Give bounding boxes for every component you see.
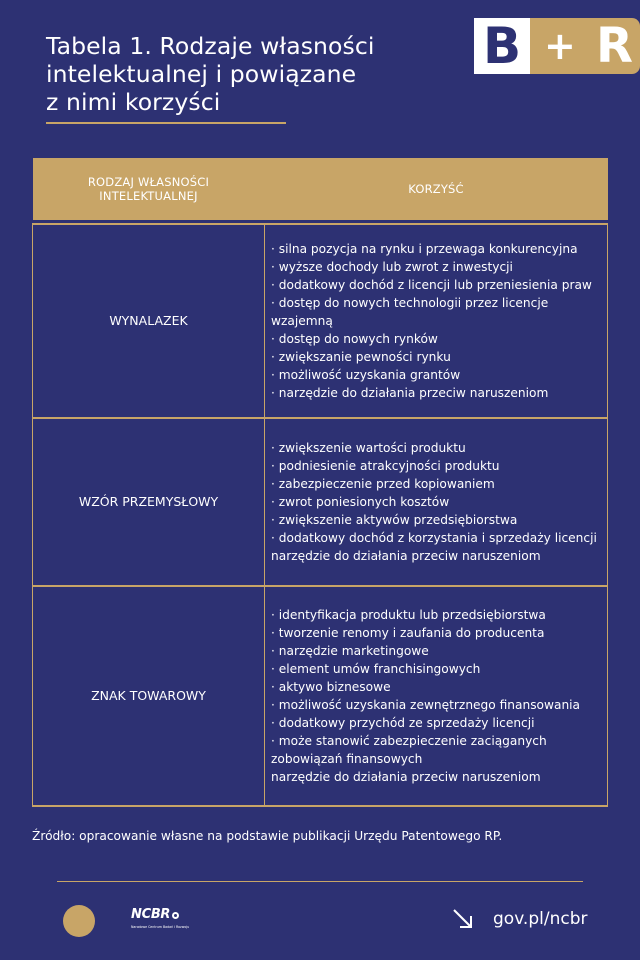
table-row: [33, 586, 608, 806]
benefit-item: · wyższe dochody lub zwrot z inwestycji: [271, 260, 513, 274]
benefit-item: · dostęp do nowych technologii przez licencje wzajemną: [271, 296, 549, 328]
footer-divider: [57, 881, 583, 882]
column-header-benefit: KORZYŚĆ: [265, 158, 608, 220]
benefit-item: · możliwość uzyskania grantów: [271, 368, 461, 382]
benefit-item: · zwrot poniesionych kosztów: [271, 495, 450, 509]
benefits-cell: [265, 224, 608, 418]
logo-b-block: [474, 18, 530, 74]
table-row: [33, 224, 608, 418]
source-note: Źródło: opracowanie własne na podstawie publikacji Urzędu Patentowego RP.: [32, 829, 503, 843]
benefit-item: · aktywo biznesowe: [271, 680, 391, 694]
benefit-item: narzędzie do działania przeciw naruszeniom: [271, 770, 541, 784]
ncbr-subtitle: Narodowe Centrum Badań i Rozwoju: [131, 925, 190, 929]
title-underline: [46, 122, 286, 124]
benefits-cell: [265, 418, 608, 586]
column-header-type: [33, 158, 265, 220]
benefit-item: · zwiększenie wartości produktu: [271, 441, 466, 455]
header-type-line-2: INTELEKTUALNEJ: [99, 189, 198, 203]
benefit-item: · dodatkowy dochód z korzystania i sprzedaży licencji narzędzie do działania przeciw naruszeniom: [271, 531, 597, 563]
title-line-2: intelektualnej i powiązane: [46, 60, 357, 88]
gold-dot-icon: [63, 905, 95, 937]
table-header-row: [33, 158, 608, 220]
benefit-item: · zabezpieczenie przed kopiowaniem: [271, 477, 495, 491]
benefit-item: · podniesienie atrakcyjności produktu: [271, 459, 500, 473]
benefit-item: · możliwość uzyskania zewnętrznego finansowania: [271, 698, 581, 712]
logo-r-letter: R: [596, 18, 633, 74]
benefit-item: · element umów franchisingowych: [271, 662, 481, 676]
logo-r-block: [530, 18, 640, 74]
logo-plus: +: [544, 24, 576, 68]
page-title: [46, 32, 406, 116]
benefit-item: · narzędzie do działania przeciw naruszeniom: [271, 386, 549, 400]
benefit-item: · może stanowić zabezpieczenie zaciąganych zobowiązań finansowych: [271, 734, 547, 766]
benefit-item: · zwiększenie aktywów przedsiębiorstwa: [271, 513, 518, 527]
arrow-down-right-icon: [452, 908, 474, 930]
benefit-item: · dodatkowy przychód ze sprzedaży licencji: [271, 716, 535, 730]
benefit-item: · narzędzie marketingowe: [271, 644, 429, 658]
benefit-item: · dodatkowy dochód z licencji lub przeniesienia praw: [271, 278, 592, 292]
ip-type-cell: WYNALAZEK: [33, 224, 265, 418]
header-type-line-1: RODZAJ WŁASNOŚCI: [87, 175, 210, 189]
brand-logo: [474, 18, 640, 74]
ncbr-logo: [131, 908, 189, 929]
benefit-item: · dostęp do nowych rynków: [271, 332, 438, 346]
ncbr-wordmark: NCBR: [131, 907, 171, 922]
title-line-3: z nimi korzyści: [46, 88, 221, 116]
table-row: [33, 418, 608, 586]
ncbr-ring-icon: [172, 912, 179, 919]
ip-type-cell: ZNAK TOWAROWY: [33, 586, 265, 806]
ip-benefits-table: [32, 158, 608, 807]
benefits-cell: [265, 586, 608, 806]
logo-b-letter: B: [482, 17, 522, 75]
benefit-item: · tworzenie renomy i zaufania do producenta: [271, 626, 545, 640]
benefit-item: · identyfikacja produktu lub przedsiębiorstwa: [271, 608, 546, 622]
benefit-item: · silna pozycja na rynku i przewaga konkurencyjna: [271, 242, 578, 256]
title-line-1: Tabela 1. Rodzaje własności: [46, 32, 375, 60]
benefit-item: · zwiększanie pewności rynku: [271, 350, 451, 364]
ip-type-cell: WZÓR PRZEMYSŁOWY: [33, 418, 265, 586]
gov-link[interactable]: gov.pl/ncbr: [493, 909, 588, 929]
